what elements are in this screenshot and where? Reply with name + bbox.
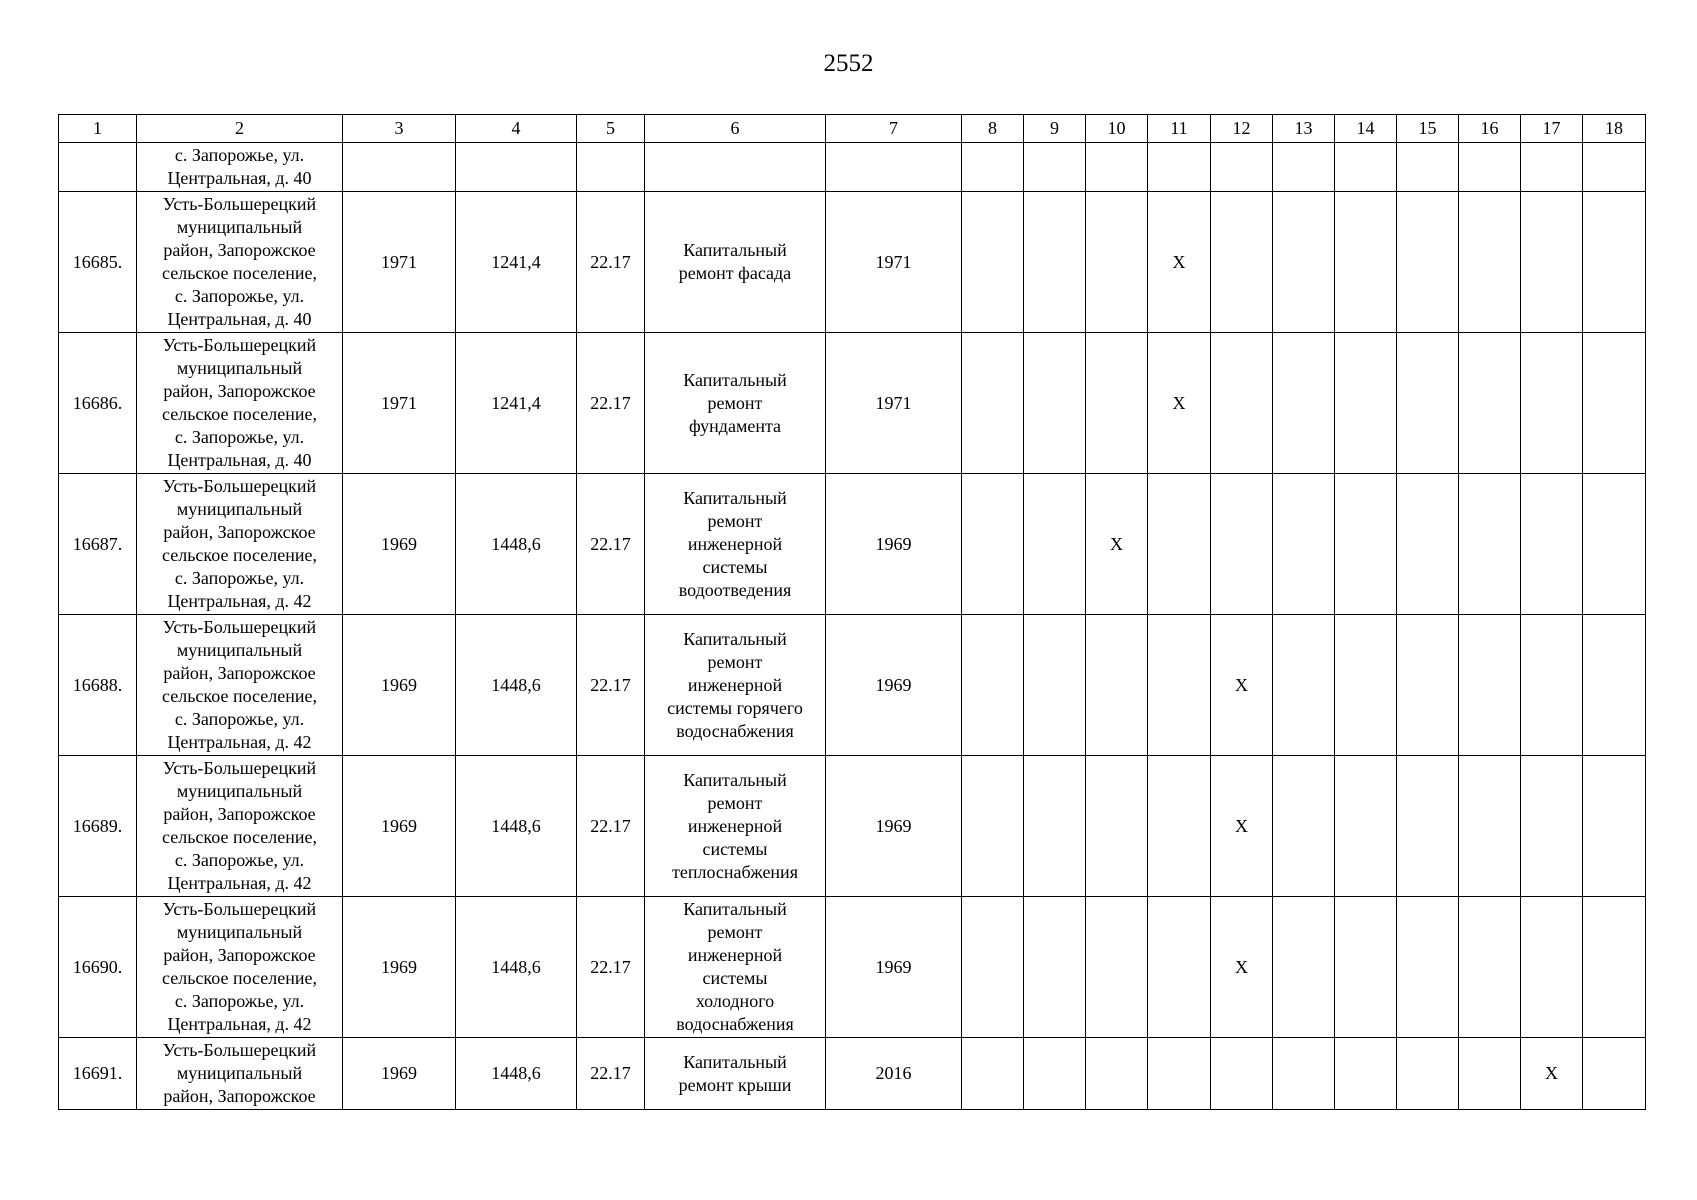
mark-cell-col-10: [1086, 192, 1148, 333]
mark-cell-col-13: [1273, 897, 1335, 1038]
mark-cell-col-15: [1397, 756, 1459, 897]
address-cell-line: Центральная, д. 40: [167, 450, 312, 470]
address-cell-line: муниципальный: [176, 781, 303, 801]
address-cell: [137, 474, 343, 615]
address-cell: [137, 1038, 343, 1110]
mark-cell-col-18: [1583, 474, 1646, 615]
column-header-15: 15: [1397, 115, 1459, 143]
column-header-13: 13: [1273, 115, 1335, 143]
column-header-2: 2: [137, 115, 343, 143]
address-cell-line: Усть-Большерецкий: [162, 617, 317, 637]
mark-cell-col-13: [1273, 756, 1335, 897]
table-row: [59, 615, 1646, 756]
work-type-cell-line: ремонт: [707, 922, 763, 942]
mark-cell-col-9: [1024, 192, 1086, 333]
work-type-cell-line: Капитальный: [683, 899, 787, 919]
address-cell-line: с. Запорожье, ул.: [174, 709, 305, 729]
address-cell-line: Усть-Большерецкий: [162, 758, 317, 778]
work-type-cell: [645, 897, 826, 1038]
column-header-11: 11: [1148, 115, 1211, 143]
column-header-6: 6: [645, 115, 826, 143]
mark-cell-col-10: X: [1086, 474, 1148, 615]
year-cell: [826, 143, 962, 192]
table-row: [59, 474, 1646, 615]
work-type-cell-line: системы: [702, 556, 768, 577]
mark-cell-col-17: [1521, 143, 1583, 192]
address-cell-line: сельское поселение,: [162, 686, 317, 706]
row-number-cell: 16690.: [59, 897, 137, 1038]
mark-cell-col-15: [1397, 615, 1459, 756]
mark-cell-col-17: [1521, 756, 1583, 897]
mark-cell-col-12: X: [1211, 897, 1273, 1038]
mark-cell-col-11: X: [1148, 333, 1211, 474]
address-cell: [137, 897, 343, 1038]
area-cell: 1448,6: [456, 897, 577, 1038]
work-type-cell-line: Капитальный: [683, 628, 787, 649]
table-row: [59, 1038, 1646, 1110]
work-type-cell-line: ремонт крыши: [678, 1074, 792, 1095]
mark-cell-col-18: [1583, 143, 1646, 192]
work-type-cell-line: Капитальный: [683, 487, 787, 508]
mark-cell-col-15: [1397, 333, 1459, 474]
year-cell: 1969: [826, 615, 962, 756]
mark-cell-col-14: [1335, 1038, 1397, 1110]
mark-cell-col-16: [1459, 897, 1521, 1038]
mark-cell-col-17: [1521, 615, 1583, 756]
address-cell-line: район, Запорожское: [163, 381, 316, 401]
mark-cell-col-8: [962, 192, 1024, 333]
work-type-cell-line: холодного: [695, 991, 775, 1011]
work-type-cell-line: системы: [702, 968, 768, 988]
mark-cell-col-17: [1521, 333, 1583, 474]
work-type-cell-line: инженерной: [687, 533, 783, 554]
address-cell-line: район, Запорожское: [163, 804, 316, 824]
mark-cell-col-13: [1273, 615, 1335, 756]
work-type-cell-line: ремонт: [707, 651, 763, 672]
mark-cell-col-16: [1459, 756, 1521, 897]
work-type-cell-line: Капитальный: [683, 369, 787, 390]
work-type-cell-line: теплоснабжения: [672, 861, 798, 882]
address-cell-line: Усть-Большерецкий: [162, 335, 317, 355]
column-header-17: 17: [1521, 115, 1583, 143]
year-built-cell: 1969: [343, 1038, 456, 1110]
mark-cell-col-14: [1335, 333, 1397, 474]
capital-repair-table: [58, 114, 1646, 1110]
work-type-cell-line: ремонт: [707, 510, 763, 531]
address-cell-line: Центральная, д. 42: [167, 1014, 312, 1034]
column-header-4: 4: [456, 115, 577, 143]
year-built-cell: [343, 143, 456, 192]
work-type-cell-line: Капитальный: [683, 240, 787, 260]
work-type-cell-line: инженерной: [687, 945, 783, 965]
table-row: [59, 192, 1646, 333]
address-cell-line: с. Запорожье, ул.: [174, 286, 305, 306]
address-cell-line: с. Запорожье, ул.: [174, 850, 305, 870]
mark-cell-col-10: [1086, 756, 1148, 897]
mark-cell-col-9: [1024, 615, 1086, 756]
mark-cell-col-12: [1211, 1038, 1273, 1110]
mark-cell-col-10: [1086, 615, 1148, 756]
year-built-cell: 1969: [343, 897, 456, 1038]
column-header-12: 12: [1211, 115, 1273, 143]
address-cell-line: сельское поселение,: [162, 404, 317, 424]
year-cell: 1971: [826, 192, 962, 333]
mark-cell-col-15: [1397, 1038, 1459, 1110]
mark-cell-col-14: [1335, 897, 1397, 1038]
area-cell: 1241,4: [456, 333, 577, 474]
address-cell-line: муниципальный: [176, 217, 303, 237]
table-row: [59, 756, 1646, 897]
work-type-cell-line: ремонт: [707, 392, 763, 413]
mark-cell-col-12: [1211, 143, 1273, 192]
mark-cell-col-14: [1335, 756, 1397, 897]
code-cell: 22.17: [577, 474, 645, 615]
mark-cell-col-17: [1521, 192, 1583, 333]
mark-cell-col-13: [1273, 192, 1335, 333]
mark-cell-col-12: [1211, 474, 1273, 615]
column-header-18: 18: [1583, 115, 1646, 143]
address-cell: [137, 143, 343, 192]
column-header-1: 1: [59, 115, 137, 143]
page-number: 2552: [823, 50, 874, 77]
code-cell: 22.17: [577, 897, 645, 1038]
mark-cell-col-9: [1024, 474, 1086, 615]
code-cell: 22.17: [577, 333, 645, 474]
work-type-cell: [645, 1038, 826, 1110]
year-built-cell: 1969: [343, 615, 456, 756]
mark-cell-col-18: [1583, 1038, 1646, 1110]
row-number-cell: 16686.: [59, 333, 137, 474]
address-cell-line: Усть-Большерецкий: [162, 476, 317, 496]
year-built-cell: 1969: [343, 756, 456, 897]
mark-cell-col-9: [1024, 1038, 1086, 1110]
mark-cell-col-16: [1459, 333, 1521, 474]
address-cell-line: с. Запорожье, ул.: [174, 568, 305, 588]
column-number-row: [59, 115, 1646, 143]
mark-cell-col-9: [1024, 333, 1086, 474]
address-cell-line: район, Запорожское: [163, 240, 316, 260]
work-type-cell-line: системы горячего: [667, 697, 803, 718]
code-cell: 22.17: [577, 756, 645, 897]
address-cell-line: с. Запорожье, ул.: [174, 145, 305, 165]
mark-cell-col-9: [1024, 897, 1086, 1038]
column-header-8: 8: [962, 115, 1024, 143]
mark-cell-col-11: [1148, 756, 1211, 897]
work-type-cell-line: системы: [702, 838, 768, 859]
code-cell: [577, 143, 645, 192]
mark-cell-col-10: [1086, 1038, 1148, 1110]
mark-cell-col-16: [1459, 1038, 1521, 1110]
mark-cell-col-11: [1148, 143, 1211, 192]
work-type-cell-line: инженерной: [687, 815, 783, 836]
address-cell-line: сельское поселение,: [162, 827, 317, 847]
address-cell-line: муниципальный: [176, 358, 303, 378]
year-built-cell: 1971: [343, 333, 456, 474]
mark-cell-col-14: [1335, 192, 1397, 333]
work-type-cell-line: водоснабжения: [676, 1014, 794, 1034]
mark-cell-col-11: X: [1148, 192, 1211, 333]
column-header-5: 5: [577, 115, 645, 143]
address-cell-line: муниципальный: [176, 1063, 303, 1083]
work-type-cell: [645, 143, 826, 192]
year-cell: 1971: [826, 333, 962, 474]
address-cell-line: Центральная, д. 40: [167, 309, 312, 329]
row-number-cell: 16685.: [59, 192, 137, 333]
mark-cell-col-13: [1273, 143, 1335, 192]
year-cell: 1969: [826, 756, 962, 897]
address-cell: [137, 615, 343, 756]
table-body: [59, 143, 1646, 1110]
work-type-cell-line: Капитальный: [683, 769, 787, 790]
mark-cell-col-10: [1086, 897, 1148, 1038]
mark-cell-col-10: [1086, 333, 1148, 474]
mark-cell-col-16: [1459, 192, 1521, 333]
mark-cell-col-9: [1024, 143, 1086, 192]
mark-cell-col-15: [1397, 897, 1459, 1038]
code-cell: 22.17: [577, 192, 645, 333]
mark-cell-col-12: X: [1211, 756, 1273, 897]
mark-cell-col-11: [1148, 897, 1211, 1038]
address-cell-line: муниципальный: [176, 922, 303, 942]
area-cell: 1448,6: [456, 1038, 577, 1110]
address-cell: [137, 333, 343, 474]
mark-cell-col-11: [1148, 1038, 1211, 1110]
year-cell: 2016: [826, 1038, 962, 1110]
mark-cell-col-12: [1211, 192, 1273, 333]
mark-cell-col-14: [1335, 615, 1397, 756]
table-row: [59, 143, 1646, 192]
address-cell-line: район, Запорожское: [163, 945, 316, 965]
address-cell-line: сельское поселение,: [162, 545, 317, 565]
mark-cell-col-14: [1335, 143, 1397, 192]
work-type-cell: [645, 615, 826, 756]
mark-cell-col-9: [1024, 756, 1086, 897]
address-cell-line: с. Запорожье, ул.: [174, 427, 305, 447]
address-cell: [137, 756, 343, 897]
row-number-cell: 16689.: [59, 756, 137, 897]
address-cell-line: район, Запорожское: [163, 1086, 316, 1106]
work-type-cell-line: Капитальный: [683, 1051, 787, 1072]
mark-cell-col-12: [1211, 333, 1273, 474]
address-cell-line: Центральная, д. 42: [167, 732, 312, 752]
mark-cell-col-15: [1397, 192, 1459, 333]
address-cell-line: Центральная, д. 42: [167, 873, 312, 893]
mark-cell-col-18: [1583, 192, 1646, 333]
work-type-cell-line: инженерной: [687, 674, 783, 695]
mark-cell-col-18: [1583, 897, 1646, 1038]
mark-cell-col-18: [1583, 333, 1646, 474]
address-cell-line: сельское поселение,: [162, 968, 317, 988]
mark-cell-col-8: [962, 615, 1024, 756]
year-built-cell: 1969: [343, 474, 456, 615]
mark-cell-col-15: [1397, 143, 1459, 192]
work-type-cell-line: ремонт фасада: [678, 263, 792, 283]
mark-cell-col-17: X: [1521, 1038, 1583, 1110]
mark-cell-col-11: [1148, 474, 1211, 615]
mark-cell-col-16: [1459, 615, 1521, 756]
area-cell: 1448,6: [456, 756, 577, 897]
address-cell-line: с. Запорожье, ул.: [174, 991, 305, 1011]
table-row: [59, 897, 1646, 1038]
mark-cell-col-15: [1397, 474, 1459, 615]
work-type-cell-line: ремонт: [707, 792, 763, 813]
mark-cell-col-8: [962, 143, 1024, 192]
mark-cell-col-13: [1273, 1038, 1335, 1110]
work-type-cell: [645, 192, 826, 333]
area-cell: 1448,6: [456, 474, 577, 615]
work-type-cell: [645, 474, 826, 615]
address-cell-line: район, Запорожское: [163, 663, 316, 683]
mark-cell-col-8: [962, 474, 1024, 615]
address-cell-line: Центральная, д. 40: [167, 168, 312, 188]
work-type-cell-line: фундамента: [688, 415, 782, 436]
year-cell: 1969: [826, 474, 962, 615]
mark-cell-col-18: [1583, 756, 1646, 897]
address-cell-line: район, Запорожское: [163, 522, 316, 542]
mark-cell-col-11: [1148, 615, 1211, 756]
address-cell: [137, 192, 343, 333]
area-cell: 1448,6: [456, 615, 577, 756]
year-built-cell: 1971: [343, 192, 456, 333]
area-cell: 1241,4: [456, 192, 577, 333]
mark-cell-col-8: [962, 1038, 1024, 1110]
mark-cell-col-16: [1459, 143, 1521, 192]
column-header-7: 7: [826, 115, 962, 143]
address-cell-line: муниципальный: [176, 499, 303, 519]
mark-cell-col-17: [1521, 474, 1583, 615]
column-header-14: 14: [1335, 115, 1397, 143]
column-header-3: 3: [343, 115, 456, 143]
year-cell: 1969: [826, 897, 962, 1038]
column-header-10: 10: [1086, 115, 1148, 143]
address-cell-line: муниципальный: [176, 640, 303, 660]
address-cell-line: сельское поселение,: [162, 263, 317, 283]
work-type-cell: [645, 756, 826, 897]
address-cell-line: Усть-Большерецкий: [162, 899, 317, 919]
mark-cell-col-14: [1335, 474, 1397, 615]
mark-cell-col-8: [962, 756, 1024, 897]
row-number-cell: 16691.: [59, 1038, 137, 1110]
row-number-cell: 16688.: [59, 615, 137, 756]
table-row: [59, 333, 1646, 474]
column-header-9: 9: [1024, 115, 1086, 143]
mark-cell-col-12: X: [1211, 615, 1273, 756]
mark-cell-col-13: [1273, 474, 1335, 615]
address-cell-line: Усть-Большерецкий: [162, 1040, 317, 1060]
mark-cell-col-16: [1459, 474, 1521, 615]
address-cell-line: Центральная, д. 42: [167, 591, 312, 611]
column-header-16: 16: [1459, 115, 1521, 143]
code-cell: 22.17: [577, 615, 645, 756]
mark-cell-col-8: [962, 333, 1024, 474]
area-cell: [456, 143, 577, 192]
address-cell-line: Усть-Большерецкий: [162, 194, 317, 214]
row-number-cell: [59, 143, 137, 192]
mark-cell-col-17: [1521, 897, 1583, 1038]
mark-cell-col-10: [1086, 143, 1148, 192]
work-type-cell: [645, 333, 826, 474]
code-cell: 22.17: [577, 1038, 645, 1110]
work-type-cell-line: водоотведения: [678, 579, 792, 600]
work-type-cell-line: водоснабжения: [676, 720, 794, 741]
row-number-cell: 16687.: [59, 474, 137, 615]
mark-cell-col-13: [1273, 333, 1335, 474]
mark-cell-col-18: [1583, 615, 1646, 756]
mark-cell-col-8: [962, 897, 1024, 1038]
